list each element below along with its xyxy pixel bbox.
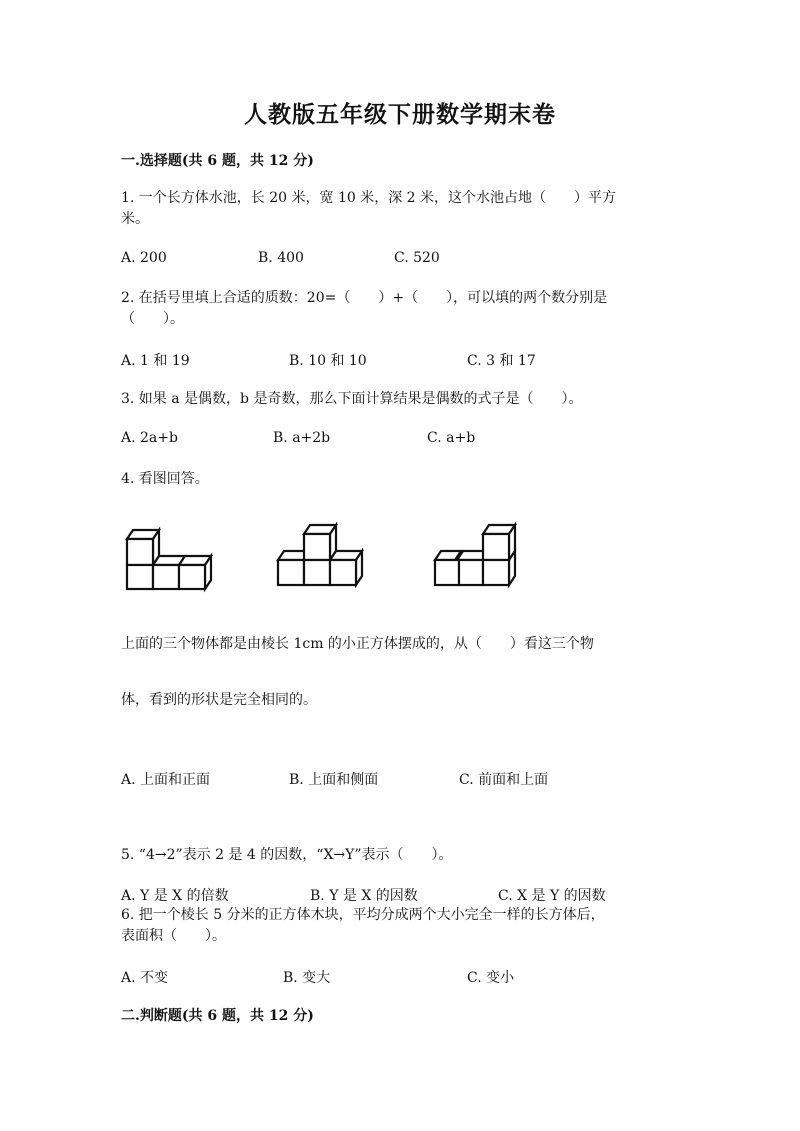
question-3-line1: 3. 如果 a 是偶数，b 是奇数，那么下面计算结果是偶数的式子是（ ）。: [121, 391, 583, 407]
question-6-option-c: C. 变小: [467, 970, 515, 986]
question-2-option-a: A. 1 和 19: [121, 353, 190, 369]
question-6-option-a: A. 不变: [121, 970, 169, 986]
question-6-option-b: B. 变大: [283, 970, 331, 986]
question-4-line1: 4. 看图回答。: [121, 471, 209, 487]
question-4-option-b: B. 上面和侧面: [289, 772, 379, 788]
question-5-option-a: A. Y 是 X 的倍数: [121, 888, 229, 904]
section-heading-judgment: 二.判断题(共 6 题，共 12 分): [121, 1008, 314, 1024]
question-2-option-b: B. 10 和 10: [289, 353, 367, 369]
question-4-text2: 体，看到的形状是完全相同的。: [121, 692, 317, 708]
page-title: 人教版五年级下册数学期末卷: [244, 101, 556, 128]
cube-figure-2: [278, 525, 362, 585]
question-3-option-c: C. a+b: [427, 430, 476, 446]
question-2-line2: （ ）。: [121, 311, 184, 327]
section-heading-choice: 一.选择题(共 6 题，共 12 分): [121, 153, 314, 169]
cube-figure-3: [435, 525, 515, 585]
question-1-line2: 米。: [121, 211, 149, 227]
question-6-line2: 表面积（ ）。: [121, 928, 226, 944]
question-2-line1: 2. 在括号里填上合适的质数：20=（ ）+（ ），可以填的两个数分别是: [121, 290, 608, 306]
question-5-line1: 5. “4→2”表示 2 是 4 的因数，“X→Y”表示（ ）。: [121, 847, 453, 863]
question-4-option-a: A. 上面和正面: [121, 772, 211, 788]
question-6-line1: 6. 把一个棱长 5 分米的正方体木块，平均分成两个大小完全一样的长方体后，: [121, 907, 605, 923]
question-5-option-c: C. X 是 Y 的因数: [498, 888, 606, 904]
question-1-option-b: B. 400: [258, 250, 304, 266]
question-3-option-b: B. a+2b: [273, 430, 331, 446]
cube-figures: [0, 515, 800, 595]
question-3-option-a: A. 2a+b: [121, 430, 178, 446]
question-2-option-c: C. 3 和 17: [467, 353, 536, 369]
question-4-text1: 上面的三个物体都是由棱长 1cm 的小正方体摆成的，从（ ）看这三个物: [121, 636, 594, 652]
question-4-option-c: C. 前面和上面: [459, 772, 549, 788]
question-1-option-c: C. 520: [394, 250, 440, 266]
question-1-line1: 1. 一个长方体水池，长 20 米，宽 10 米，深 2 米，这个水池占地（ ）平方: [121, 190, 617, 206]
question-1-option-a: A. 200: [121, 250, 167, 266]
question-5-option-b: B. Y 是 X 的因数: [310, 888, 418, 904]
cube-figure-1: [127, 530, 211, 589]
